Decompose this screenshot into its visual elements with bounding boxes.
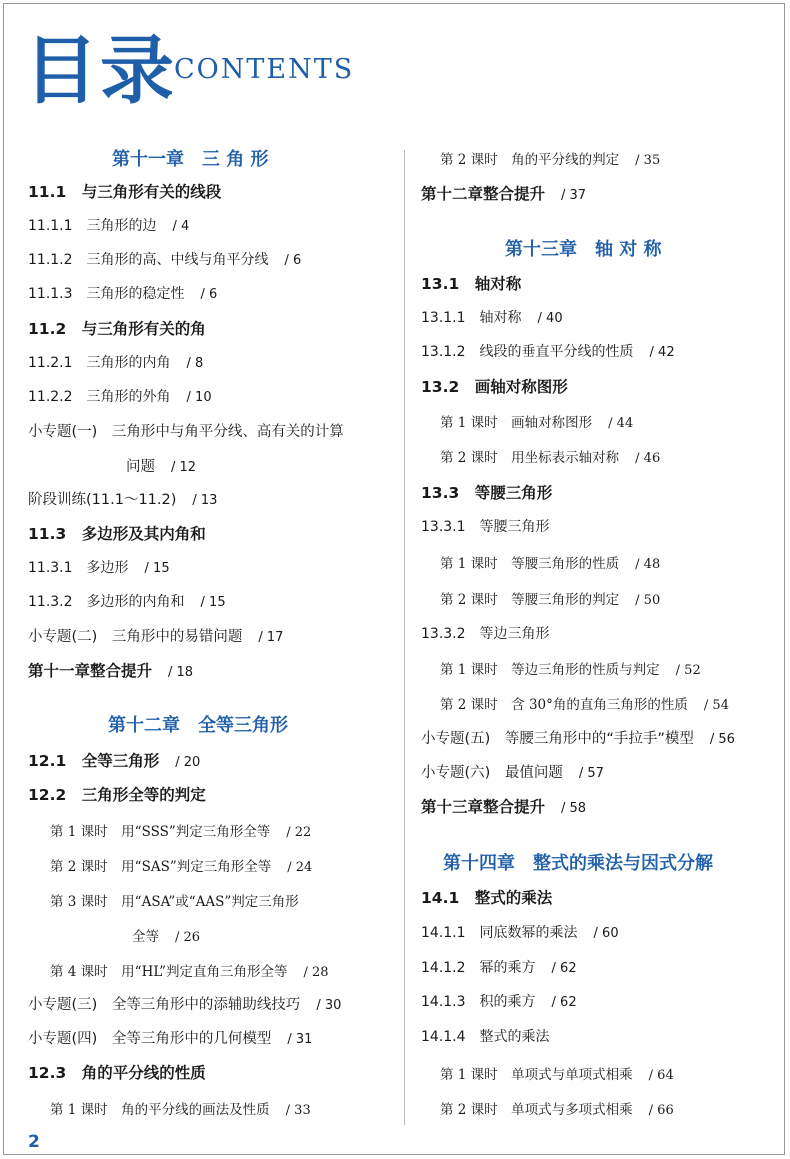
column-divider	[404, 150, 405, 1125]
toc-entry[interactable]: 11.1.2 三角形的高、中线与角平分线 / 6	[28, 252, 302, 268]
toc-entry[interactable]: 阶段训练(11.1～11.2) / 13	[28, 492, 218, 508]
toc-entry[interactable]: 11.3.2 多边形的内角和 / 15	[28, 594, 226, 610]
toc-lesson[interactable]: 第 2 课时 等腰三角形的判定 / 50	[440, 592, 661, 608]
toc-lesson[interactable]: 第 1 课时 单项式与单项式相乘 / 64	[440, 1067, 674, 1083]
toc-section[interactable]: 12.3 角的平分线的性质	[28, 1064, 206, 1082]
toc-special-topic[interactable]: 小专题(三) 全等三角形中的添辅助线技巧 / 30	[28, 997, 342, 1013]
toc-lesson[interactable]: 第 1 课时 用“SSS”判定三角形全等 / 22	[50, 824, 312, 840]
toc-lesson[interactable]: 第 2 课时 单项式与多项式相乘 / 66	[440, 1102, 674, 1118]
toc-section[interactable]: 13.3 等腰三角形	[421, 484, 553, 502]
toc-lesson[interactable]: 第 2 课时 用“SAS”判定三角形全等 / 24	[50, 859, 313, 875]
page-number: 2	[28, 1132, 40, 1152]
toc-lesson[interactable]: 第 1 课时 画轴对称图形 / 44	[440, 415, 634, 431]
toc-special-topic[interactable]: 小专题(四) 全等三角形中的几何模型 / 31	[28, 1031, 313, 1047]
toc-section[interactable]: 13.1 轴对称	[421, 275, 522, 293]
toc-lesson[interactable]: 第 1 课时 等边三角形的性质与判定 / 52	[440, 662, 701, 678]
toc-section[interactable]: 12.1 全等三角形 / 20	[28, 752, 201, 770]
toc-chapter-summary[interactable]: 第十二章整合提升 / 37	[421, 185, 587, 203]
chapter-heading: 第十二章 全等三角形	[108, 715, 288, 736]
toc-section[interactable]: 12.2 三角形全等的判定	[28, 786, 206, 804]
toc-entry[interactable]: 14.1.2 幂的乘方 / 62	[421, 960, 577, 976]
toc-entry[interactable]: 13.3.2 等边三角形	[421, 626, 550, 642]
toc-special-topic[interactable]: 小专题(六) 最值问题 / 57	[421, 765, 604, 781]
toc-section[interactable]: 13.2 画轴对称图形	[421, 378, 568, 396]
toc-lesson[interactable]: 第 3 课时 用“ASA”或“AAS”判定三角形	[50, 894, 299, 910]
chapter-heading: 第十三章 轴 对 称	[505, 239, 662, 260]
chapter-heading: 第十一章 三 角 形	[112, 149, 269, 170]
toc-entry[interactable]: 11.2.2 三角形的外角 / 10	[28, 389, 212, 405]
toc-entry[interactable]: 14.1.1 同底数幂的乘法 / 60	[421, 925, 619, 941]
toc-entry[interactable]: 11.1.3 三角形的稳定性 / 6	[28, 286, 218, 302]
toc-entry[interactable]: 13.3.1 等腰三角形	[421, 519, 550, 535]
page-title: 目录	[24, 28, 176, 114]
toc-lesson[interactable]: 第 2 课时 含 30°角的直角三角形的性质 / 54	[440, 697, 729, 713]
toc-lesson[interactable]: 第 4 课时 用“HL”判定直角三角形全等 / 28	[50, 964, 329, 980]
page-title-english: CONTENTS	[174, 54, 355, 85]
toc-entry[interactable]: 11.3.1 多边形 / 15	[28, 560, 170, 576]
toc-chapter-summary[interactable]: 第十三章整合提升 / 58	[421, 798, 587, 816]
toc-entry[interactable]: 13.1.1 轴对称 / 40	[421, 310, 563, 326]
toc-lesson[interactable]: 第 2 课时 用坐标表示轴对称 / 46	[440, 450, 661, 466]
toc-entry[interactable]: 14.1.3 积的乘方 / 62	[421, 994, 577, 1010]
toc-lesson[interactable]: 第 1 课时 角的平分线的画法及性质 / 33	[50, 1102, 311, 1118]
toc-entry[interactable]: 11.2.1 三角形的内角 / 8	[28, 355, 204, 371]
toc-entry[interactable]: 13.1.2 线段的垂直平分线的性质 / 42	[421, 344, 675, 360]
toc-section[interactable]: 11.2 与三角形有关的角	[28, 320, 206, 338]
toc-section[interactable]: 14.1 整式的乘法	[421, 889, 553, 907]
toc-special-topic[interactable]: 小专题(二) 三角形中的易错问题 / 17	[28, 629, 284, 645]
chapter-heading: 第十四章 整式的乘法与因式分解	[443, 853, 713, 874]
toc-lesson[interactable]: 第 2 课时 角的平分线的判定 / 35	[440, 152, 661, 168]
toc-special-topic[interactable]: 小专题(五) 等腰三角形中的“手拉手”模型 / 56	[421, 731, 735, 747]
toc-entry[interactable]: 14.1.4 整式的乘法	[421, 1029, 550, 1045]
toc-lesson[interactable]: 第 1 课时 等腰三角形的性质 / 48	[440, 556, 661, 572]
toc-section[interactable]: 11.3 多边形及其内角和	[28, 525, 206, 543]
toc-section[interactable]: 11.1 与三角形有关的线段	[28, 183, 222, 201]
toc-chapter-summary[interactable]: 第十一章整合提升 / 18	[28, 662, 194, 680]
page-frame	[3, 3, 785, 1155]
toc-special-topic-cont[interactable]: 问题 / 12	[126, 459, 197, 475]
toc-special-topic[interactable]: 小专题(一) 三角形中与角平分线、高有关的计算	[28, 424, 344, 440]
toc-entry[interactable]: 11.1.1 三角形的边 / 4	[28, 218, 190, 234]
toc-lesson-cont[interactable]: 全等 / 26	[132, 929, 201, 945]
